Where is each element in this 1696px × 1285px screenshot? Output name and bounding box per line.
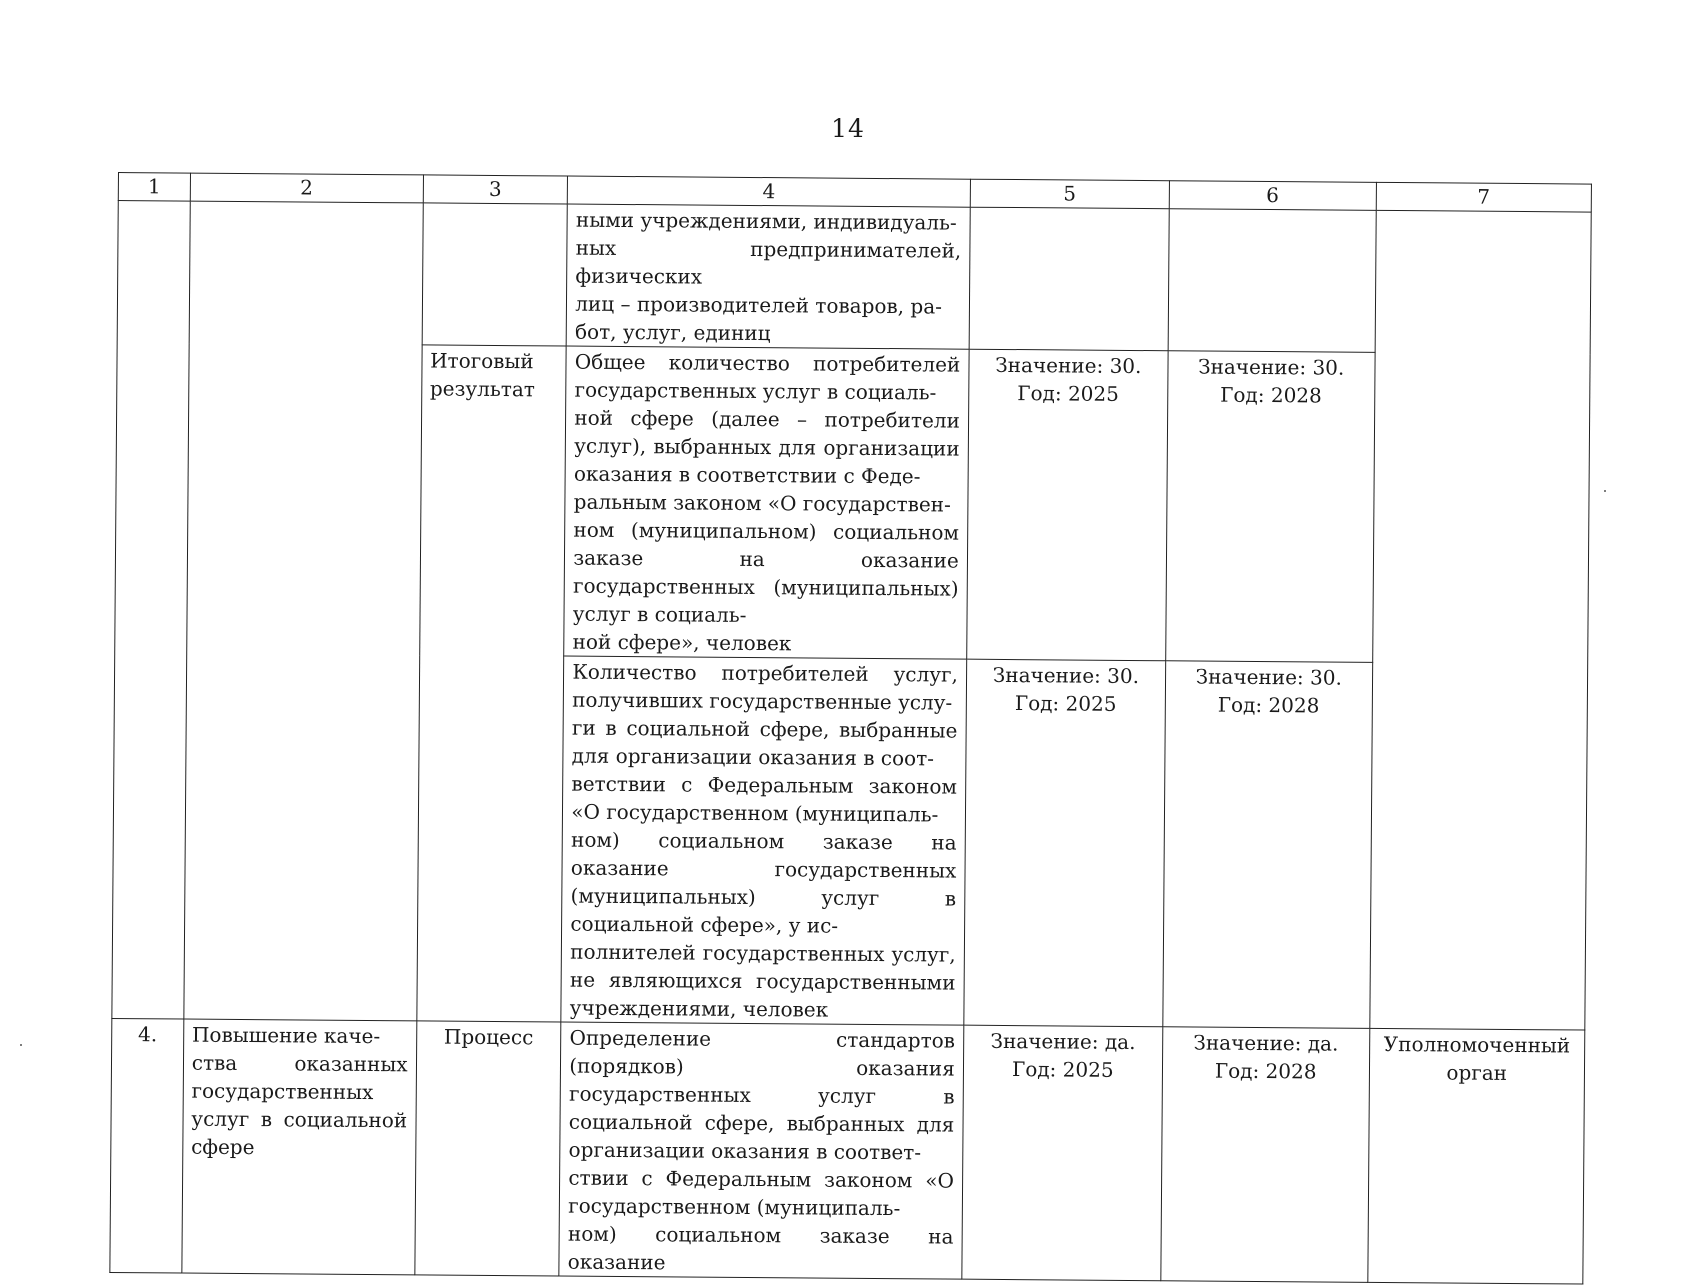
row-number-cell-empty — [112, 201, 190, 1020]
column-number-3: 3 — [423, 175, 568, 204]
indicators-table-wrapper — [109, 172, 1592, 1285]
column-number-1: 1 — [118, 173, 190, 202]
scan-speck — [1604, 490, 1606, 492]
target-value-standards: Значение: да. Год: 2028 — [1161, 1027, 1370, 1283]
column-number-4: 4 — [568, 176, 971, 207]
scan-speck — [20, 1044, 22, 1046]
table-row — [117, 201, 1591, 355]
result-type-label: Итоговый результат — [416, 345, 566, 1022]
base-value-standards: Значение: да. Год: 2025 — [962, 1025, 1163, 1281]
type-cell-empty — [422, 203, 568, 346]
column-number-6: 6 — [1169, 181, 1376, 211]
task-cell-empty — [184, 201, 423, 1021]
row-number-4: 4. — [110, 1018, 184, 1273]
base-value-consumers-served: Значение: 30. Год: 2025 — [964, 659, 1166, 1027]
responsible-cell-empty — [1369, 210, 1591, 1030]
indicator-continuation-text: ными учреждениями, индивидуаль- ных предпринимателей, физических лиц – производителей товаров, ра- бот, услуг, единиц — [566, 204, 970, 349]
target-value-cell-empty — [1168, 209, 1376, 353]
indicator-total-consumers-text: Общее количество потребителей государственных услуг в социаль- ной сфере (далее – потребители услуг), выбранных для организации оказания в соответствии с Феде- ральным законом «О государствен- ном (муниципальном) социальном заказе на оказание государственных (муниципальных) услуг в социаль- ной сфере», человек — [564, 346, 969, 659]
target-value-consumers-served: Значение: 30. Год: 2028 — [1163, 661, 1373, 1029]
target-value-total-consumers: Значение: 30. Год: 2028 — [1166, 351, 1375, 663]
indicators-table — [109, 172, 1592, 1285]
column-number-2: 2 — [190, 173, 423, 203]
page-number: 14 — [831, 114, 865, 143]
type-process-label: Процесс — [414, 1021, 561, 1276]
base-value-cell-empty — [969, 207, 1169, 351]
base-value-total-consumers: Значение: 30. Год: 2025 — [966, 349, 1168, 661]
table-row — [110, 1018, 1585, 1284]
column-number-7: 7 — [1376, 182, 1592, 212]
indicator-consumers-served-text: Количество потребителей услуг, получивших государственные услу- ги в социальной сфере, выбранные для организации оказания в соот- ветствии с Федеральным законом «О государственном (муниципаль- ном) социальном заказе на оказание государственных (муниципальных) услуг в социальной сфере», у ис- полнителей государственных услуг, не являющихся государственными учреждениями, человек — [561, 656, 966, 1025]
indicator-standards-definition-text: Определение стандартов (порядков) оказания государственных услуг в социальной сфере, выбранных для организации оказания в соответ- ствии с Федеральным законом «О государственном (муниципаль- ном) социальном заказе на оказание — [559, 1022, 963, 1279]
column-number-5: 5 — [970, 179, 1169, 209]
task-quality-improvement: Повышение каче- ства оказанных государственных услуг в социальной сфере — [182, 1019, 417, 1275]
responsible-authorized-body: Уполномоченный орган — [1367, 1028, 1584, 1284]
